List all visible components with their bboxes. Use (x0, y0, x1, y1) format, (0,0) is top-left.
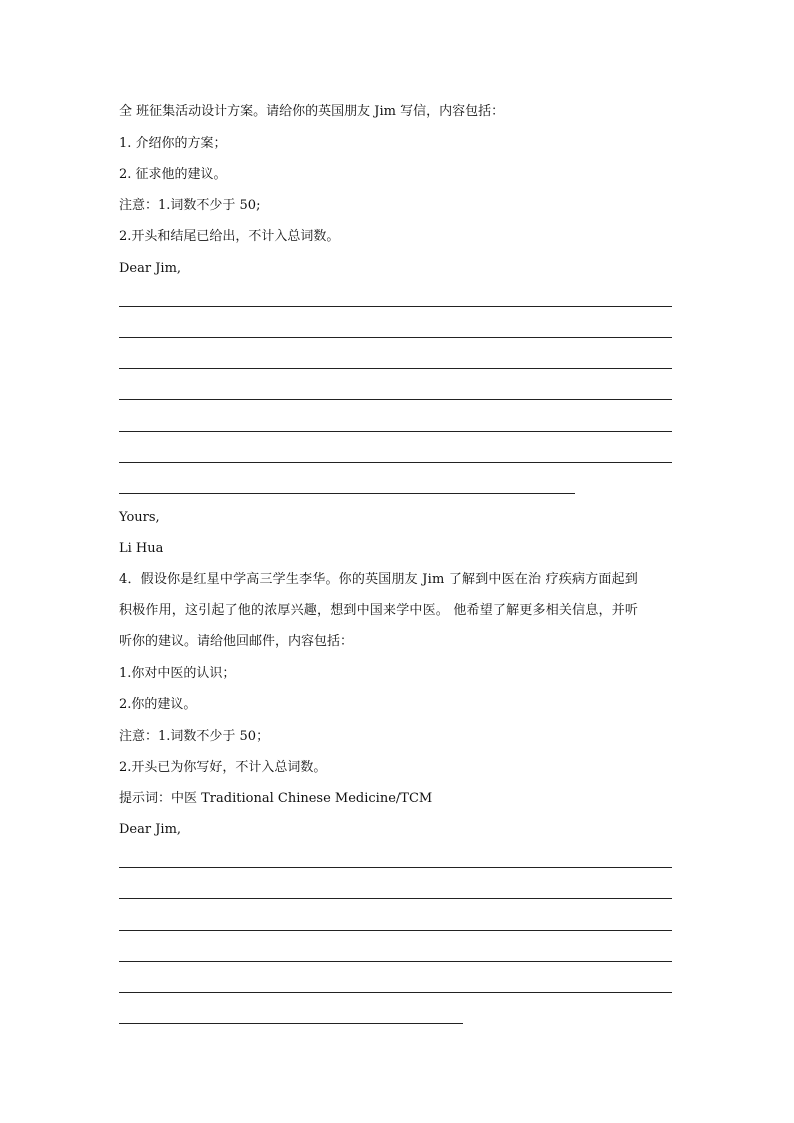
task4-salutation: Dear Jim, (119, 822, 182, 837)
task3-writing-line-4[interactable] (119, 399, 672, 400)
task4-writing-line-5[interactable] (119, 992, 672, 993)
task4-point-2: 2.你的建议。 (119, 697, 197, 712)
task3-note-1: 注意：1.词数不少于 50; (119, 198, 261, 213)
task3-closing: Yours, (119, 510, 160, 525)
task3-note-2: 2.开头和结尾已给出，不计入总词数。 (119, 229, 340, 244)
task4-writing-line-3[interactable] (119, 930, 672, 931)
task3-intro: 全 班征集活动设计方案。请给你的英国朋友 Jim 写信，内容包括： (119, 104, 505, 119)
task3-signature: Li Hua (119, 541, 164, 556)
task3-point-2: 2. 征求他的建议。 (119, 167, 227, 182)
task4-writing-line-4[interactable] (119, 961, 672, 962)
task4-writing-line-2[interactable] (119, 898, 672, 899)
task4-prompt-line-3: 听你的建议。请给他回邮件，内容包括： (119, 634, 354, 649)
task4-note-2: 2.开头已为你写好，不计入总词数。 (119, 760, 327, 775)
task3-writing-line-3[interactable] (119, 368, 672, 369)
task3-writing-line-6[interactable] (119, 462, 672, 463)
task4-hint: 提示词：中医 Traditional Chinese Medicine/TCM (119, 791, 433, 806)
task4-prompt-line-2: 积极作用，这引起了他的浓厚兴趣，想到中国来学中医。 他希望了解更多相关信息，并听 (119, 603, 639, 618)
task3-writing-line-1[interactable] (119, 306, 672, 307)
task4-prompt-line-1: 4．假设你是红星中学高三学生李华。你的英国朋友 Jim 了解到中医在治 疗疾病方面起到 (119, 572, 638, 587)
task4-note-1: 注意：1.词数不少于 50； (119, 729, 270, 744)
task4-point-1: 1.你对中医的认识； (119, 666, 236, 681)
task3-writing-line-5[interactable] (119, 431, 672, 432)
task3-point-1: 1. 介绍你的方案； (119, 136, 227, 151)
task3-writing-line-2[interactable] (119, 337, 672, 338)
task4-writing-line-1[interactable] (119, 867, 672, 868)
task3-writing-line-7[interactable] (119, 493, 575, 494)
task3-salutation: Dear Jim, (119, 261, 182, 276)
task4-writing-line-6[interactable] (119, 1023, 463, 1024)
